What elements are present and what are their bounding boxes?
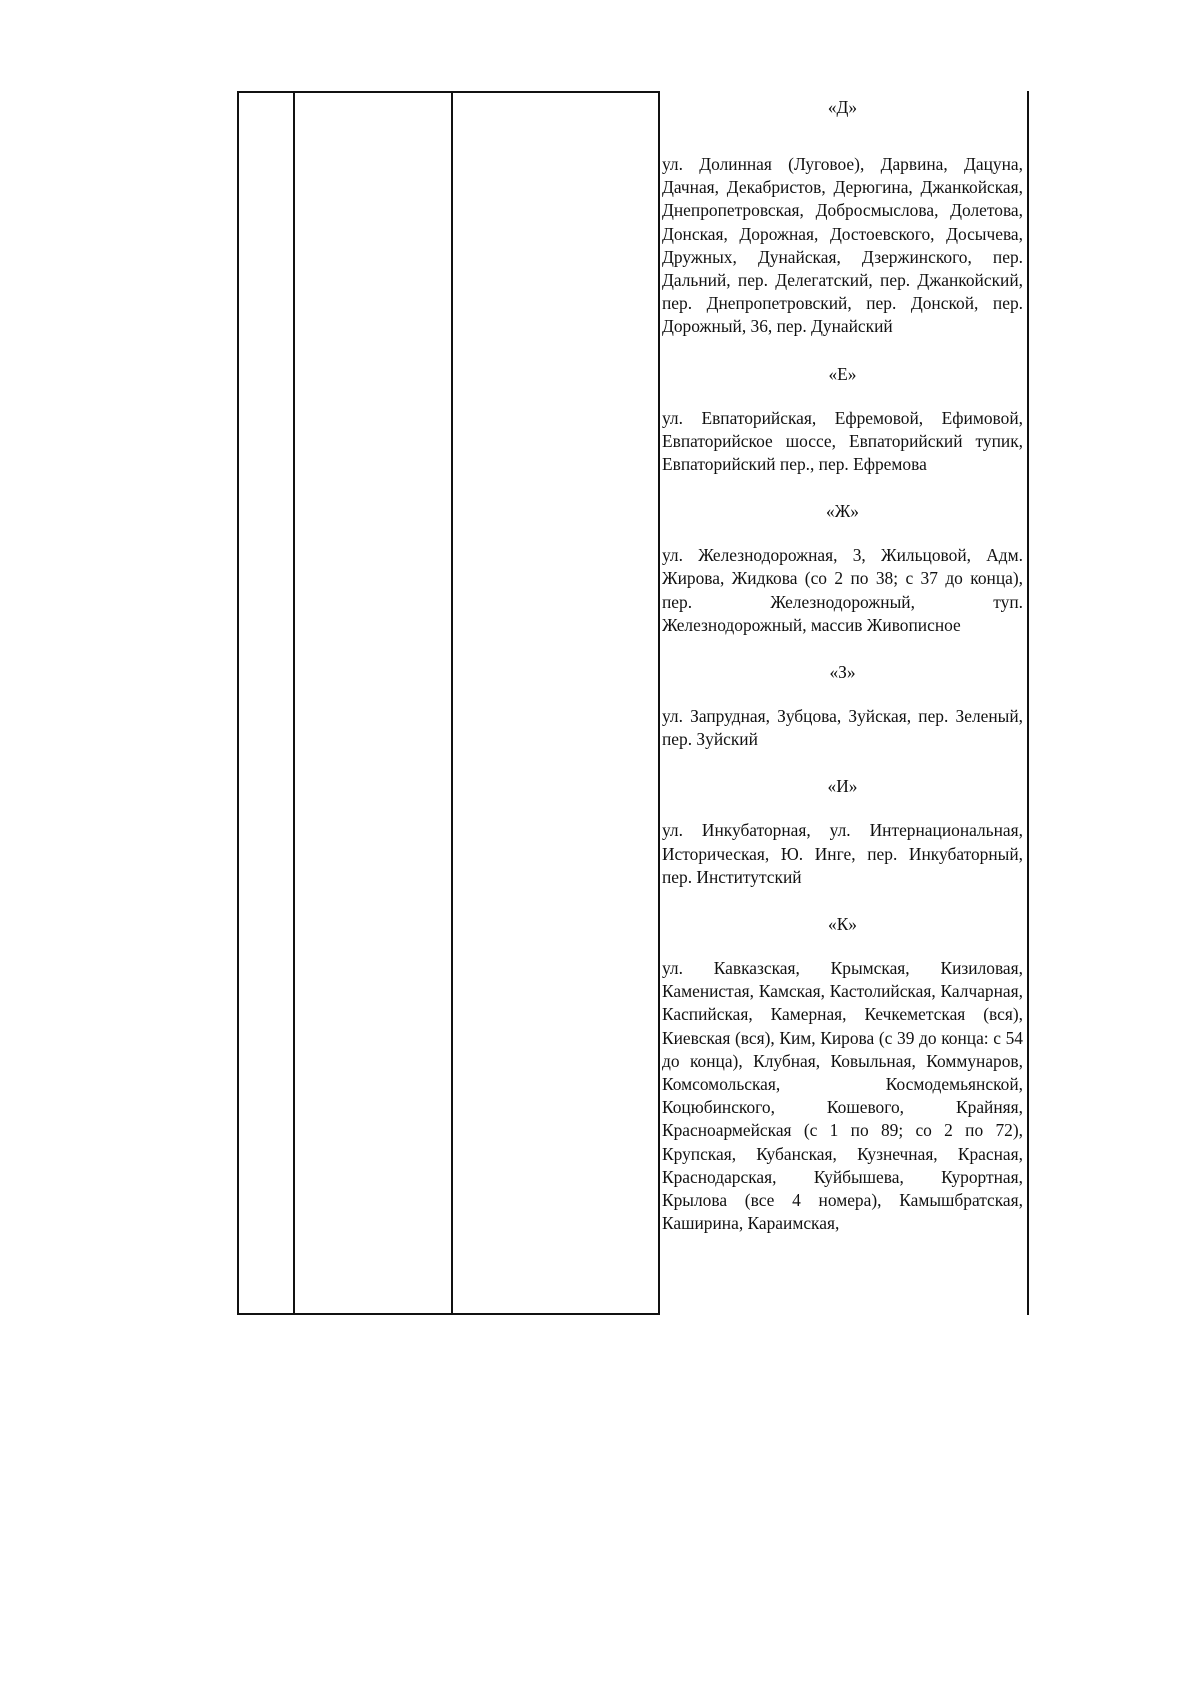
table-column-number — [237, 91, 294, 1315]
section-heading: «Д» — [827, 97, 858, 117]
table-column-name — [293, 91, 452, 1315]
section-i — [662, 775, 1023, 889]
section-text: ул. Евпаторийская, Ефремовой, Ефимовой, Евпаторийское шоссе, Евпаторийский тупик, Евпаторийский пер., пер. Ефремова — [662, 407, 1023, 475]
section-heading: «Е» — [828, 363, 857, 384]
section-text: ул. Долинная (Луговое), Дарвина, Дацуна, Дачная, Декабристов, Дерюгина, Джанкойская, Днепропетровская, Добросмыслова, Долетова, Донская, Дорожная, Достоевского, Досычева, Дружных, Дунайская, Дзержинского, пер. Дальний, пер. Делегатский, пер. Джанкойский, пер. Днепропетровский, пер. Донской, пер. Дорожный, 36, пер. Дунайский — [662, 154, 1023, 337]
section-text: ул. Железнодорожная, 3, Жильцовой, Адм. Жирова, Жидкова (со 2 по 38; с 37 до конца), пер. Железнодорожный, туп. Железнодорожный, массив Живописное — [662, 545, 1023, 635]
section-text: ул. Кавказская, Крымская, Кизиловая, Каменистая, Камская, Кастолийская, Калчарная, Каспийская, Камерная, Кечкеметская (вся), Киевская (вся), Ким, Кирова (с 39 до конца: с 54 до конца), Клубная, Ковыльная, Коммунаров, Комсомольская, Космодемьянской, Коцюбинского, Кошевого, Крайняя, Красноармейская (с 1 по 89; со 2 по 72), Крупская, Кубанская, Кузнечная, Красная, Краснодарская, Куйбышева, Курортная, Крылова (все 4 номера), Камышбратская, Каширина, Караимская, — [662, 958, 1023, 1234]
section-d — [662, 96, 1023, 339]
section-k — [662, 913, 1023, 1235]
section-text: ул. Запрудная, Зубцова, Зуйская, пер. Зеленый, пер. Зуйский — [662, 706, 1023, 750]
table-column-address — [451, 91, 660, 1315]
section-heading: «И» — [827, 776, 858, 797]
section-heading: «Ж» — [826, 501, 859, 522]
streets-column — [662, 96, 1023, 1260]
section-zh — [662, 500, 1023, 637]
section-heading: «К» — [828, 914, 857, 935]
table-right-border — [1027, 91, 1029, 1315]
section-text: ул. Инкубаторная, ул. Интернациональная, Историческая, Ю. Инге, пер. Инкубаторный, пер. Институтский — [662, 820, 1023, 887]
section-heading: «З» — [829, 662, 856, 683]
section-e — [662, 363, 1023, 477]
section-z — [662, 661, 1023, 751]
